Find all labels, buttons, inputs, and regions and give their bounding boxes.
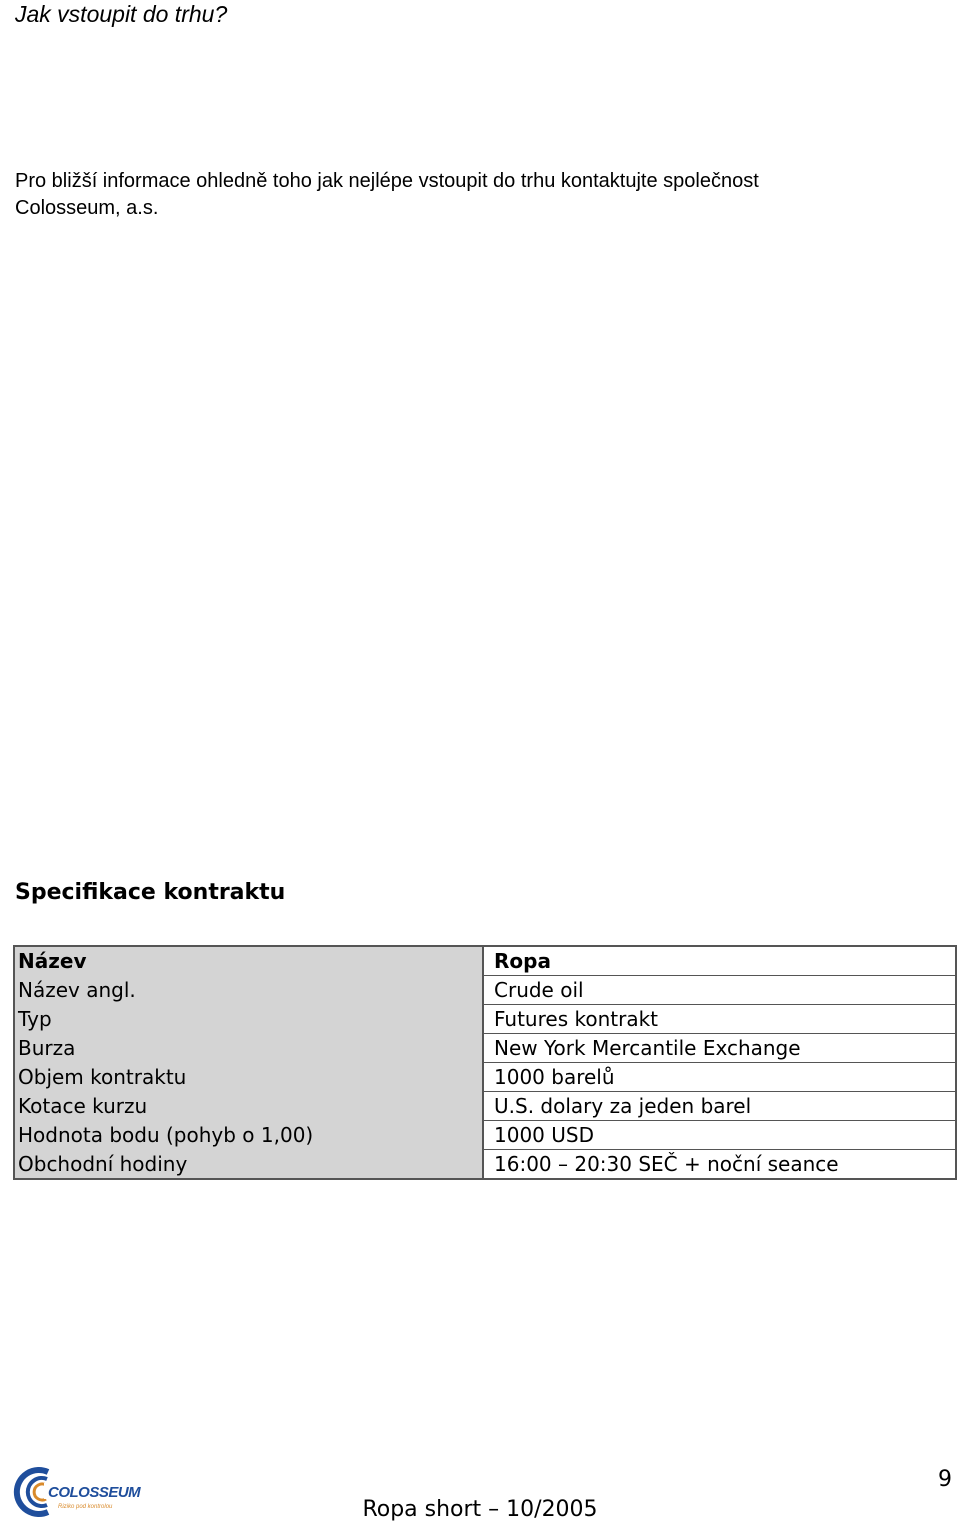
spec-title: Specifikace kontraktu [15,880,286,905]
spec-label: Kotace kurzu [14,1092,483,1121]
page-number: 9 [938,1467,952,1492]
table-row [14,1034,956,1063]
spec-value: 1000 USD [483,1121,956,1150]
table-row [14,1005,956,1034]
table-row [14,1121,956,1150]
svg-text:Riziko pod kontrolou: Riziko pod kontrolou [58,1504,113,1510]
spec-label: Objem kontraktu [14,1063,483,1092]
spec-value: Crude oil [483,976,956,1005]
spec-label: Burza [14,1034,483,1063]
spec-label: Hodnota bodu (pohyb o 1,00) [14,1121,483,1150]
spec-label: Typ [14,1005,483,1034]
spec-label: Název [14,946,483,976]
spec-value: New York Mercantile Exchange [483,1034,956,1063]
table-row [14,976,956,1005]
page-heading: Jak vstoupit do trhu? [15,1,228,27]
spec-label: Název angl. [14,976,483,1005]
footer-text: Ropa short – 10/2005 [362,1497,598,1522]
table-row [14,1150,956,1180]
table-row [14,946,956,976]
table-row [14,1063,956,1092]
intro-line-1: Pro bližší informace ohledně toho jak nejlépe vstoupit do trhu kontaktujte společnost [15,170,759,192]
spec-value: 16:00 – 20:30 SEČ + noční seance [483,1150,956,1180]
table-row [14,1092,956,1121]
intro-paragraph [15,168,955,222]
spec-value: U.S. dolary za jeden barel [483,1092,956,1121]
spec-value: Ropa [483,946,956,976]
spec-value: Futures kontrakt [483,1005,956,1034]
spec-value: 1000 barelů [483,1063,956,1092]
intro-line-2: Colosseum, a.s. [15,197,159,219]
svg-text:COLOSSEUM: COLOSSEUM [48,1484,141,1501]
spec-table [13,945,957,1180]
spec-label: Obchodní hodiny [14,1150,483,1180]
